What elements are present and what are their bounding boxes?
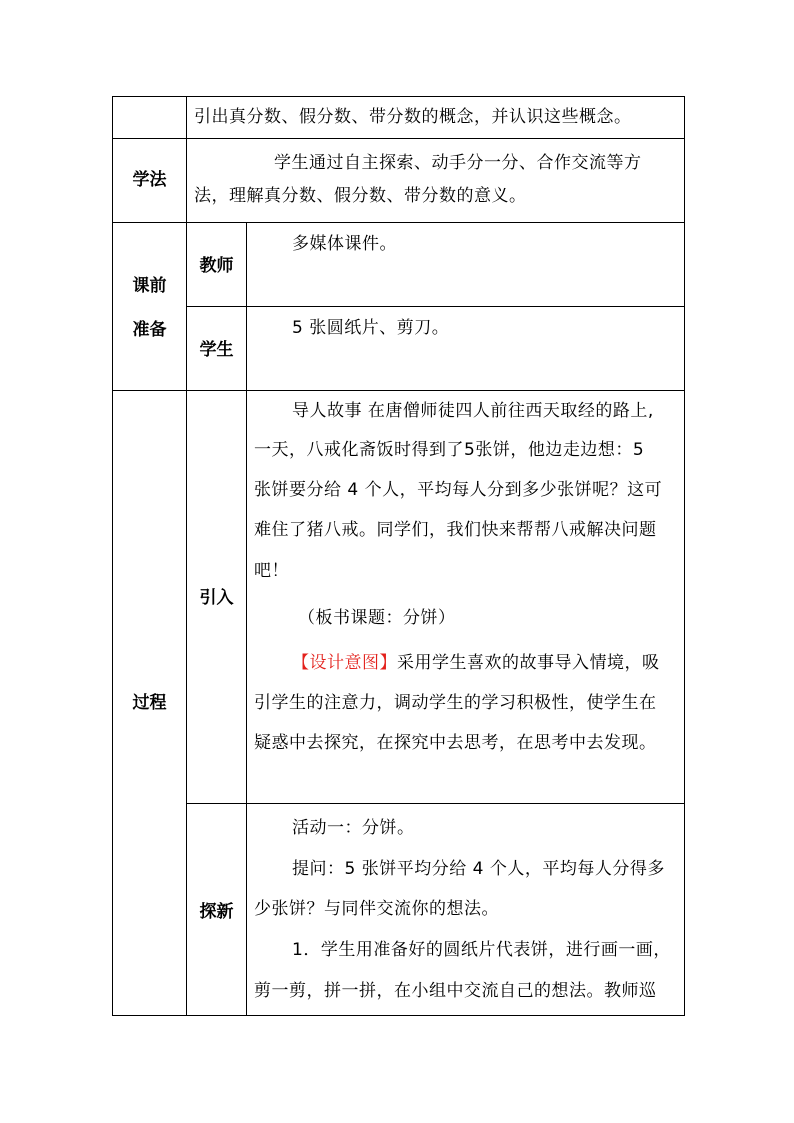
xuefa-label: 学法 (132, 170, 167, 190)
intro-line-6: （板书课题：分饼） (298, 608, 456, 628)
row-divider-1 (112, 138, 685, 139)
explore-line-2: 提问：5 张饼平均分给 4 个人，平均每人分得多 (292, 859, 665, 879)
process-label: 过程 (132, 693, 167, 713)
teacher-materials-text: 多媒体课件。 (292, 234, 397, 254)
explore-line-4: 1．学生用准备好的圆纸片代表饼，进行画一画， (292, 940, 671, 960)
explore-line-3: 少张饼？与同伴交流你的想法。 (254, 899, 499, 919)
table-border-bottom (112, 1015, 685, 1016)
intro-line-4: 难住了猪八戒。同学们，我们快来帮帮八戒解决问题 (254, 520, 657, 540)
teacher-label: 教师 (199, 256, 234, 276)
design-intent-tag: 【设计意图】 (292, 653, 397, 673)
student-label: 学生 (199, 340, 234, 360)
intro-line-5: 吧！ (254, 561, 289, 581)
table-border-top (112, 96, 685, 97)
explore-label: 探新 (199, 902, 234, 922)
table-border-right (684, 96, 685, 1016)
row-divider-4 (112, 390, 685, 391)
row-divider-2 (112, 222, 685, 223)
intro-line-3: 张饼要分给 4 个人，平均每人分到多少张饼呢？这可 (254, 480, 663, 500)
intro-line-2: 一天，八戒化斋饭时得到了5张饼，他边走边想：5 (254, 440, 645, 460)
col-divider-2-prep (246, 222, 247, 390)
prep-label-line2: 准备 (132, 320, 167, 340)
intro-line-1: 导人故事 在唐僧师徒四人前往西天取经的路上, (292, 401, 654, 421)
explore-line-1: 活动一：分饼。 (292, 818, 415, 838)
design-intent-line-3: 疑惑中去探究，在探究中去思考，在思考中去发现。 (254, 733, 657, 753)
intro-label: 引入 (199, 588, 234, 608)
design-intent-line-1 (292, 647, 660, 680)
prep-label-line1: 课前 (132, 276, 167, 296)
xuefa-text-line1: 学生通过自主探索、动手分一分、合作交流等方 (274, 153, 642, 173)
explore-line-5: 剪一剪，拼一拼，在小组中交流自己的想法。教师巡 (254, 981, 657, 1001)
design-intent-rest: 采用学生喜欢的故事导入情境，吸 (397, 653, 660, 673)
table-border-left (112, 96, 113, 1016)
row-divider-3 (186, 306, 685, 307)
intro-concept-text: 引出真分数、假分数、带分数的概念，并认识这些概念。 (194, 107, 632, 127)
student-materials-text: 5 张圆纸片、剪刀。 (292, 318, 450, 338)
col-divider-1-top (186, 96, 187, 222)
row-divider-5 (186, 803, 685, 804)
design-intent-line-2: 引学生的注意力，调动学生的学习积极性，使学生在 (254, 693, 657, 713)
xuefa-text-line2: 法，理解真分数、假分数、带分数的意义。 (194, 186, 527, 206)
